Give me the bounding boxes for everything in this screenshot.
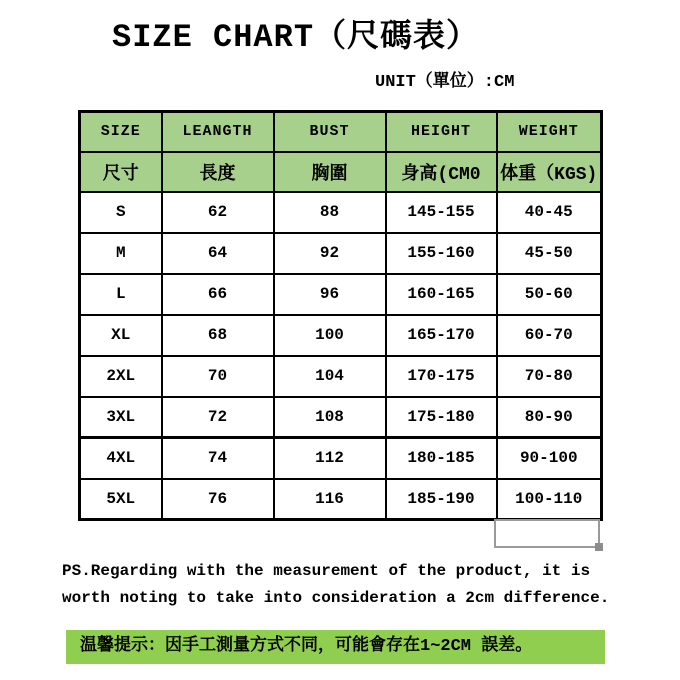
size-label-cell: M — [80, 233, 162, 274]
size-label-cell: XL — [80, 315, 162, 356]
value-cell: 80-90 — [497, 397, 602, 438]
value-cell: 50-60 — [497, 274, 602, 315]
value-cell: 108 — [274, 397, 386, 438]
size-label-cell: 3XL — [80, 397, 162, 438]
size-label-cell: 2XL — [80, 356, 162, 397]
value-cell: 96 — [274, 274, 386, 315]
size-label-cell: S — [80, 192, 162, 233]
page-title: SIZE CHART（尺碼表） — [112, 19, 480, 56]
value-cell: 100-110 — [497, 479, 602, 520]
ps-note-line1: PS.Regarding with the measurement of the product, it is — [62, 562, 591, 580]
size-table-head — [80, 112, 602, 192]
table-row — [80, 356, 602, 397]
header-cell-en: LEANGTH — [162, 112, 274, 152]
value-cell: 88 — [274, 192, 386, 233]
header-cell-zh: 身高(CM0 — [386, 152, 497, 192]
spreadsheet-selection-cell — [494, 519, 600, 548]
value-cell: 70-80 — [497, 356, 602, 397]
header-cell-en: SIZE — [80, 112, 162, 152]
header-cell-en: BUST — [274, 112, 386, 152]
size-label-cell: 5XL — [80, 479, 162, 520]
value-cell: 72 — [162, 397, 274, 438]
header-cell-en: WEIGHT — [497, 112, 602, 152]
value-cell: 145-155 — [386, 192, 497, 233]
value-cell: 180-185 — [386, 438, 497, 479]
value-cell: 64 — [162, 233, 274, 274]
header-cell-zh: 長度 — [162, 152, 274, 192]
value-cell: 60-70 — [497, 315, 602, 356]
value-cell: 62 — [162, 192, 274, 233]
value-cell: 155-160 — [386, 233, 497, 274]
size-label-cell: 4XL — [80, 438, 162, 479]
value-cell: 66 — [162, 274, 274, 315]
header-cell-zh: 体重（KGS) — [497, 152, 602, 192]
table-row — [80, 315, 602, 356]
value-cell: 90-100 — [497, 438, 602, 479]
table-row — [80, 233, 602, 274]
table-row — [80, 192, 602, 233]
value-cell: 170-175 — [386, 356, 497, 397]
value-cell: 45-50 — [497, 233, 602, 274]
value-cell: 74 — [162, 438, 274, 479]
value-cell: 175-180 — [386, 397, 497, 438]
header-cell-zh: 尺寸 — [80, 152, 162, 192]
value-cell: 100 — [274, 315, 386, 356]
value-cell: 68 — [162, 315, 274, 356]
value-cell: 116 — [274, 479, 386, 520]
header-cell-zh: 胸圍 — [274, 152, 386, 192]
unit-label: UNIT（單位）:CM — [375, 73, 515, 92]
value-cell: 160-165 — [386, 274, 497, 315]
value-cell: 70 — [162, 356, 274, 397]
table-row — [80, 438, 602, 479]
table-row — [80, 274, 602, 315]
size-table-body — [80, 192, 602, 520]
value-cell: 185-190 — [386, 479, 497, 520]
ps-note-line2: worth noting to take into consideration a 2cm difference. — [62, 589, 610, 607]
header-row — [80, 112, 602, 152]
value-cell: 104 — [274, 356, 386, 397]
header-cell-en: HEIGHT — [386, 112, 497, 152]
header-row — [80, 152, 602, 192]
value-cell: 92 — [274, 233, 386, 274]
fill-handle — [595, 543, 603, 551]
value-cell: 40-45 — [497, 192, 602, 233]
value-cell: 76 — [162, 479, 274, 520]
value-cell: 112 — [274, 438, 386, 479]
size-label-cell: L — [80, 274, 162, 315]
ps-note — [62, 558, 609, 612]
table-row — [80, 479, 602, 520]
size-table — [78, 110, 603, 521]
tip-banner: 温馨提示：因手工測量方式不同，可能會存在1~2CM 誤差。 — [66, 630, 605, 664]
table-row — [80, 397, 602, 438]
value-cell: 165-170 — [386, 315, 497, 356]
